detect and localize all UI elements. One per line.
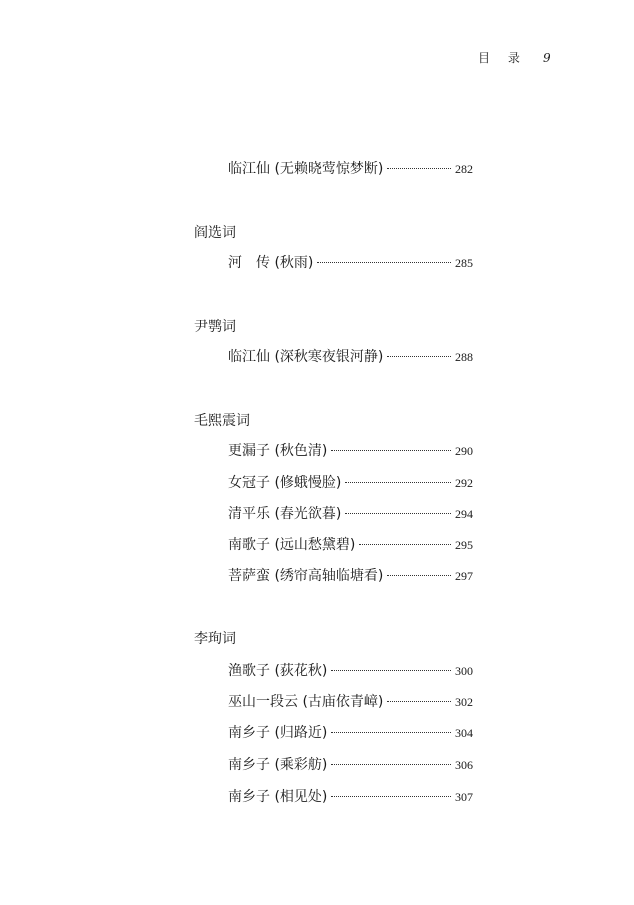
toc-entry-title: 渔歌子 (荻花秋) bbox=[228, 663, 328, 679]
toc-entry-title: 清平乐 (春光欲暮) bbox=[228, 506, 342, 522]
toc-entry-title: 南歌子 (远山愁黛碧) bbox=[228, 537, 356, 553]
toc-entry-title: 南乡子 (乘彩舫) bbox=[228, 757, 328, 773]
running-head-page-number: 9 bbox=[543, 51, 551, 65]
toc-entry[interactable] bbox=[228, 504, 473, 524]
toc-entry-page: 290 bbox=[455, 444, 473, 458]
toc-entry[interactable] bbox=[228, 347, 473, 367]
toc-entry[interactable] bbox=[228, 473, 473, 493]
toc-entry[interactable] bbox=[228, 253, 473, 273]
toc-entry-title: 南乡子 (归路近) bbox=[228, 725, 328, 741]
dot-leader bbox=[387, 356, 451, 357]
section-author-title: 尹鹗词 bbox=[194, 319, 236, 335]
dot-leader bbox=[387, 575, 451, 576]
dot-leader bbox=[331, 764, 451, 765]
toc-entry-page: 306 bbox=[455, 758, 473, 772]
toc-entry-title: 南乡子 (相见处) bbox=[228, 789, 328, 805]
dot-leader bbox=[345, 513, 451, 514]
toc-entry[interactable] bbox=[228, 755, 473, 775]
toc-entry[interactable] bbox=[228, 566, 473, 586]
toc-entry-page: 282 bbox=[455, 162, 473, 176]
toc-entry-page: 300 bbox=[455, 664, 473, 678]
toc-entry-page: 288 bbox=[455, 350, 473, 364]
dot-leader bbox=[331, 732, 451, 733]
toc-entry-title: 巫山一段云 (古庙依青嶂) bbox=[228, 694, 384, 710]
dot-leader bbox=[317, 262, 451, 263]
toc-entry[interactable] bbox=[228, 535, 473, 555]
toc-entry-page: 292 bbox=[455, 476, 473, 490]
toc-entry-page: 295 bbox=[455, 538, 473, 552]
toc-entry-title: 菩萨蛮 (绣帘高轴临塘看) bbox=[228, 568, 384, 584]
toc-entry-page: 304 bbox=[455, 726, 473, 740]
toc-entry-page: 307 bbox=[455, 790, 473, 804]
dot-leader bbox=[331, 670, 451, 671]
dot-leader bbox=[359, 544, 451, 545]
toc-entry-title: 临江仙 (深秋寒夜银河静) bbox=[228, 349, 384, 365]
dot-leader bbox=[345, 482, 451, 483]
dot-leader bbox=[387, 701, 451, 702]
dot-leader bbox=[331, 796, 451, 797]
toc-entry[interactable] bbox=[228, 159, 473, 179]
running-head bbox=[470, 49, 560, 67]
toc-entry[interactable] bbox=[228, 661, 473, 681]
toc-entry[interactable] bbox=[228, 441, 473, 461]
dot-leader bbox=[331, 450, 451, 451]
toc-entry-page: 297 bbox=[455, 569, 473, 583]
dot-leader bbox=[387, 168, 451, 169]
toc-entry[interactable] bbox=[228, 692, 473, 712]
section-author-title: 毛熙震词 bbox=[194, 413, 250, 429]
toc-entry[interactable] bbox=[228, 787, 473, 807]
toc-entry-title: 更漏子 (秋色清) bbox=[228, 443, 328, 459]
toc-entry-page: 302 bbox=[455, 695, 473, 709]
toc-entry-page: 294 bbox=[455, 507, 473, 521]
toc-entry-title: 河 传 (秋雨) bbox=[228, 255, 314, 271]
toc-entry-page: 285 bbox=[455, 256, 473, 270]
section-author-title: 李珣词 bbox=[194, 631, 236, 647]
running-head-title: 目 录 bbox=[478, 51, 527, 65]
section-author-title: 阎选词 bbox=[194, 225, 236, 241]
toc-entry[interactable] bbox=[228, 723, 473, 743]
toc-entry-title: 女冠子 (修蛾慢脸) bbox=[228, 475, 342, 491]
toc-entry-title: 临江仙 (无赖晓莺惊梦断) bbox=[228, 161, 384, 177]
